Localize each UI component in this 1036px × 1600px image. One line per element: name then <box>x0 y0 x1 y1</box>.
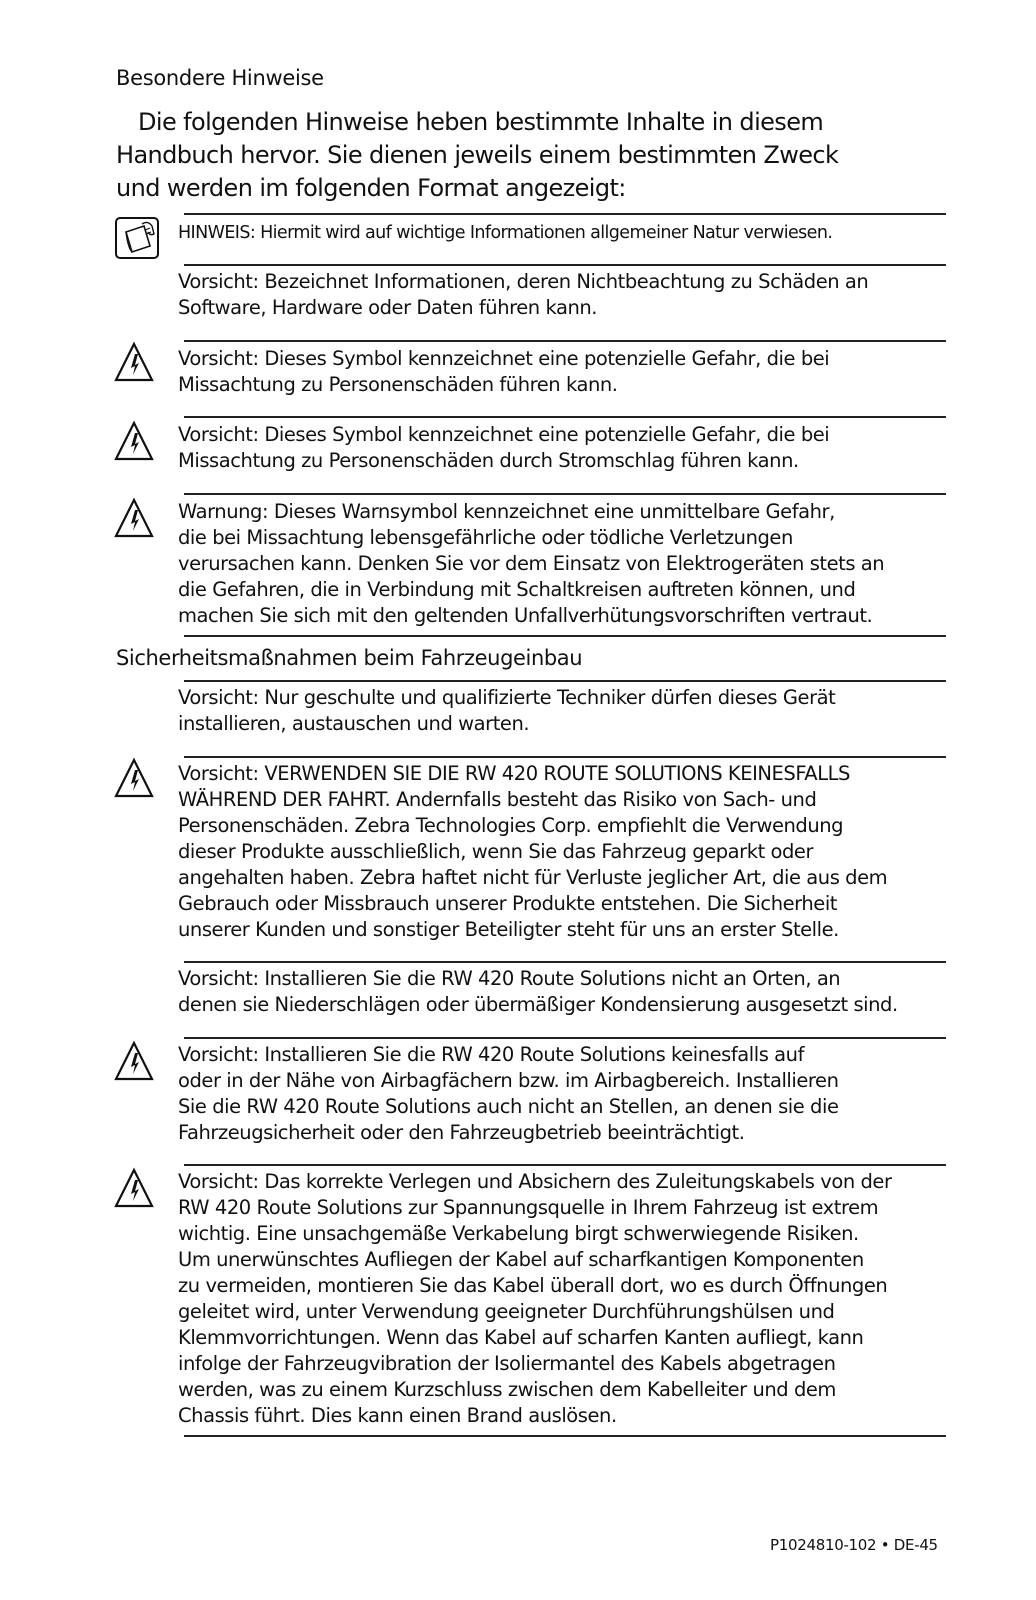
caution-line: Vorsicht: Installieren Sie die RW 420 Route Solutions keinesfalls auf <box>178 1043 804 1066</box>
caution-line: Personenschäden. Zebra Technologies Corp. empfiehlt die Verwendung <box>178 814 844 837</box>
warning-line: die bei Missachtung lebensgefährliche oder tödliche Verletzungen <box>178 526 793 549</box>
warning-line: Warnung: Dieses Warnsymbol kennzeichnet eine unmittelbare Gefahr, <box>178 500 835 523</box>
section-heading-special-notes: Besondere Hinweise <box>116 66 324 90</box>
caution-text <box>178 1169 938 1429</box>
warning-icon <box>114 756 162 800</box>
warning-icon <box>114 1166 162 1210</box>
warning-line: die Gefahren, die in Verbindung mit Schaltkreisen auftreten können, und <box>178 578 856 601</box>
page-footer: P1024810-102 • DE-45 <box>770 1536 938 1554</box>
divider-rule <box>184 340 946 342</box>
caution-line: geleitet wird, unter Verwendung geeigneter Durchführungshülsen und <box>178 1300 835 1323</box>
warning-icon <box>114 496 162 540</box>
caution-line: Sie die RW 420 Route Solutions auch nicht an Stellen, an denen sie die <box>178 1095 839 1118</box>
divider-rule <box>184 213 946 215</box>
warning-icon <box>114 1039 162 1083</box>
caution-text <box>178 269 938 321</box>
divider-rule <box>184 1164 946 1166</box>
caution-line: denen sie Niederschlägen oder übermäßiger Kondensierung ausgesetzt sind. <box>178 993 898 1016</box>
caution-text <box>178 966 938 1018</box>
warning-line: machen Sie sich mit den geltenden Unfallverhütungsvorschriften vertraut. <box>178 604 873 627</box>
caution-text <box>178 346 938 398</box>
caution-line: Missachtung zu Personenschäden durch Stromschlag führen kann. <box>178 449 799 472</box>
caution-line: zu vermeiden, montieren Sie das Kabel überall dort, wo es durch Öffnungen <box>178 1274 888 1297</box>
intro-line: und werden im folgenden Format angezeigt: <box>116 174 626 202</box>
divider-rule <box>184 1037 946 1039</box>
warning-icon <box>114 340 162 384</box>
note-line: HINWEIS: Hiermit wird auf wichtige Informationen allgemeiner Natur verwiesen. <box>178 223 833 243</box>
divider-rule <box>184 416 946 418</box>
caution-line: wichtig. Eine unsachgemäße Verkabelung birgt schwerwiegende Risiken. <box>178 1222 859 1245</box>
divider-rule <box>184 680 946 682</box>
section-heading-vehicle-safety: Sicherheitsmaßnahmen beim Fahrzeugeinbau <box>116 646 583 670</box>
divider-rule <box>184 756 946 758</box>
caution-line: Vorsicht: Das korrekte Verlegen und Absichern des Zuleitungskabels von der <box>178 1170 892 1193</box>
caution-line: werden, was zu einem Kurzschluss zwischen dem Kabelleiter und dem <box>178 1378 836 1401</box>
warning-icon <box>114 419 162 463</box>
caution-text <box>178 685 938 737</box>
divider-rule <box>184 961 946 963</box>
caution-line: angehalten haben. Zebra haftet nicht für Verluste jeglicher Art, die aus dem <box>178 866 888 889</box>
caution-line: Vorsicht: Installieren Sie die RW 420 Route Solutions nicht an Orten, an <box>178 967 841 990</box>
caution-line: Um unerwünschtes Aufliegen der Kabel auf scharfkantigen Komponenten <box>178 1248 864 1271</box>
caution-line: Vorsicht: Dieses Symbol kennzeichnet eine potenzielle Gefahr, die bei <box>178 347 830 370</box>
divider-rule <box>184 1435 946 1437</box>
caution-line: installieren, austauschen und warten. <box>178 712 530 735</box>
intro-line: Handbuch hervor. Sie dienen jeweils einem bestimmten Zweck <box>116 141 839 169</box>
divider-rule <box>184 264 946 266</box>
caution-line: Fahrzeugsicherheit oder den Fahrzeugbetrieb beeinträchtigt. <box>178 1121 745 1144</box>
caution-line: unserer Kunden und sonstiger Beteiligter steht für uns an erster Stelle. <box>178 918 839 941</box>
caution-text <box>178 1042 938 1146</box>
caution-line: oder in der Nähe von Airbagfächern bzw. im Airbagbereich. Installieren <box>178 1069 839 1092</box>
caution-text <box>178 761 938 943</box>
note-text <box>178 220 938 246</box>
caution-line: RW 420 Route Solutions zur Spannungsquelle in Ihrem Fahrzeug ist extrem <box>178 1196 879 1219</box>
divider-rule <box>184 635 946 637</box>
divider-rule <box>184 493 946 495</box>
caution-line: Vorsicht: Nur geschulte und qualifizierte Techniker dürfen dieses Gerät <box>178 686 836 709</box>
caution-line: Vorsicht: Dieses Symbol kennzeichnet eine potenzielle Gefahr, die bei <box>178 423 830 446</box>
warning-text <box>178 499 938 629</box>
caution-line: WÄHREND DER FAHRT. Andernfalls besteht das Risiko von Sach- und <box>178 788 817 811</box>
caution-line: infolge der Fahrzeugvibration der Isoliermantel des Kabels abgetragen <box>178 1352 836 1375</box>
note-icon <box>114 216 162 260</box>
caution-line: Vorsicht: VERWENDEN SIE DIE RW 420 ROUTE SOLUTIONS KEINESFALLS <box>178 762 850 785</box>
intro-paragraph <box>116 106 876 205</box>
caution-line: Chassis führt. Dies kann einen Brand auslösen. <box>178 1404 617 1427</box>
caution-text <box>178 422 938 474</box>
caution-line: Gebrauch oder Missbrauch unserer Produkte entstehen. Die Sicherheit <box>178 892 837 915</box>
caution-line: Klemmvorrichtungen. Wenn das Kabel auf scharfen Kanten aufliegt, kann <box>178 1326 864 1349</box>
warning-line: verursachen kann. Denken Sie vor dem Einsatz von Elektrogeräten stets an <box>178 552 885 575</box>
caution-line: dieser Produkte ausschließlich, wenn Sie das Fahrzeug geparkt oder <box>178 840 814 863</box>
intro-line: Die folgenden Hinweise heben bestimmte Inhalte in diesem <box>138 108 824 136</box>
caution-line: Vorsicht: Bezeichnet Informationen, deren Nichtbeachtung zu Schäden an <box>178 270 869 293</box>
caution-line: Missachtung zu Personenschäden führen kann. <box>178 373 618 396</box>
caution-line: Software, Hardware oder Daten führen kann. <box>178 296 598 319</box>
